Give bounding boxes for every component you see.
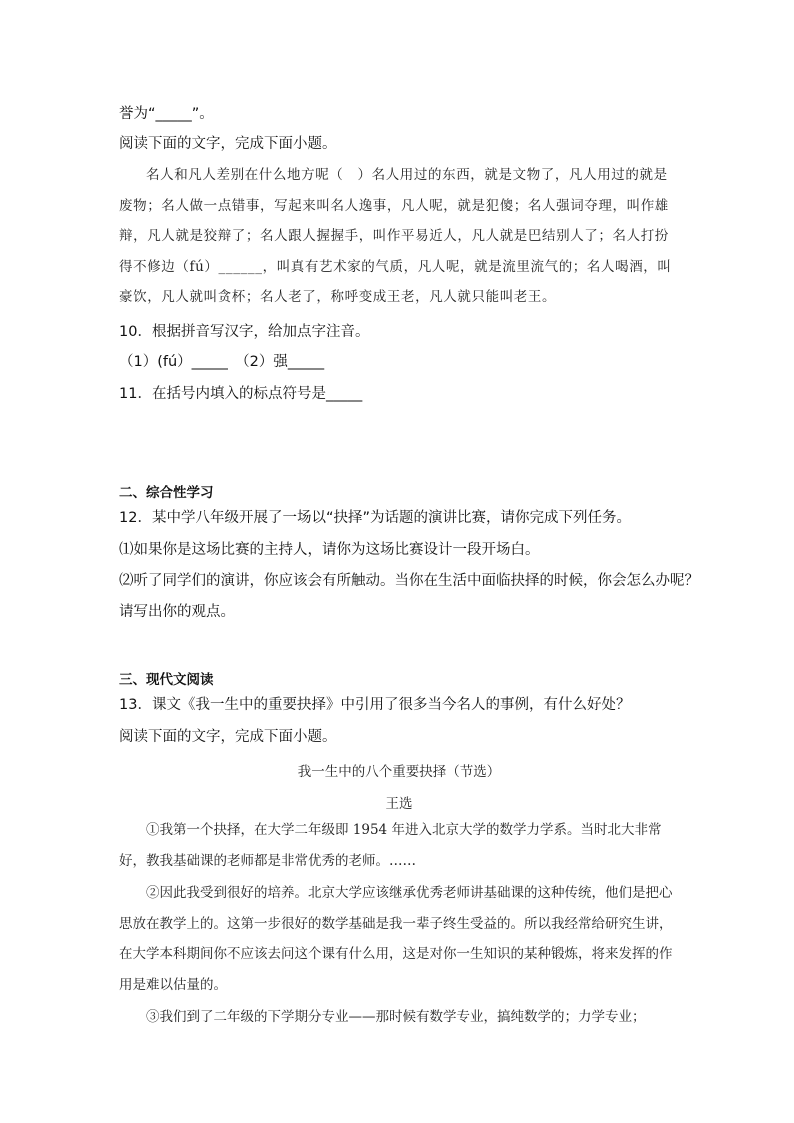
essay-paragraph-2: ②因此我受到很好的培养。北京大学应该继承优秀老师讲基础课的这种传统，他们是把心思放在教学上的。这第一步很好的数学基础是我一辈子终生受益的。所以我经常给研究生讲，在大学本科期间你不应该去问这个课有什么用，这是对你一生知识的某种锻炼，将来发挥的作用是难以估量的。 xyxy=(119,885,673,993)
passage-1-text: 名人和凡人差别在什么地方呢（ ）名人用过的东西，就是文物了，凡人用过的就是废物；名人做一点错事，写起来叫名人逸事，凡人呢，就是犯傻；名人强词夺理，叫作雄辩，凡人就是狡辩了；名人跟人握握手，叫作平易近人，凡人就是巴结别人了；名人打扮得不修边（fú）______，叫真有艺术家的气质，凡人呢，就是流里流气的；名人喝酒，叫豪饮，凡人就叫贪杯；名人老了，称呼变成王老，凡人就只能叫老王。 xyxy=(119,167,672,305)
essay-title: 我一生中的八个重要抉择（节选） xyxy=(297,764,501,780)
question-12-part-2b: 请写出你的观点。 xyxy=(119,604,235,620)
question-12-part-1: ⑴如果你是这场比赛的主持人，请你为这场比赛设计一段开场白。 xyxy=(119,542,540,558)
essay-body xyxy=(119,815,679,1035)
essay-paragraph-1: ①我第一个抉择，在大学二年级即 1954 年进入北京大学的数学力学系。当时北大非常好，教我基础课的老师都是非常优秀的老师。…… xyxy=(119,822,662,869)
q9-tail: 誉为“_____”。 xyxy=(119,106,214,122)
reading1-intro: 阅读下面的文字，完成下面小题。 xyxy=(119,136,337,152)
section-3-title: 三、现代文阅读 xyxy=(119,672,214,688)
question-11: 11．在括号内填入的标点符号是_____ xyxy=(119,386,363,402)
reading2-intro: 阅读下面的文字，完成下面小题。 xyxy=(119,729,337,745)
section-2-title: 二、综合性学习 xyxy=(119,485,214,501)
question-12-part-2a: ⑵听了同学们的演讲，你应该会有所触动。当你在生活中面临抉择的时候，你会怎么办呢？ xyxy=(119,573,699,589)
question-12: 12．某中学八年级开展了一场以“抉择”为话题的演讲比赛，请你完成下列任务。 xyxy=(119,510,631,526)
question-13: 13．课文《我一生中的重要抉择》中引用了很多当今名人的事例，有什么好处？ xyxy=(119,697,631,713)
question-10-parts: （1）(fú）_____ （2）强_____ xyxy=(119,354,325,370)
passage-1 xyxy=(119,160,679,313)
question-10: 10．根据拼音写汉字，给加点字注音。 xyxy=(119,324,370,340)
essay-paragraph-3: ③我们到了二年级的下学期分专业——那时候有数学专业，搞纯数学的；力学专业； xyxy=(146,1009,646,1025)
essay-author: 王选 xyxy=(385,796,413,812)
